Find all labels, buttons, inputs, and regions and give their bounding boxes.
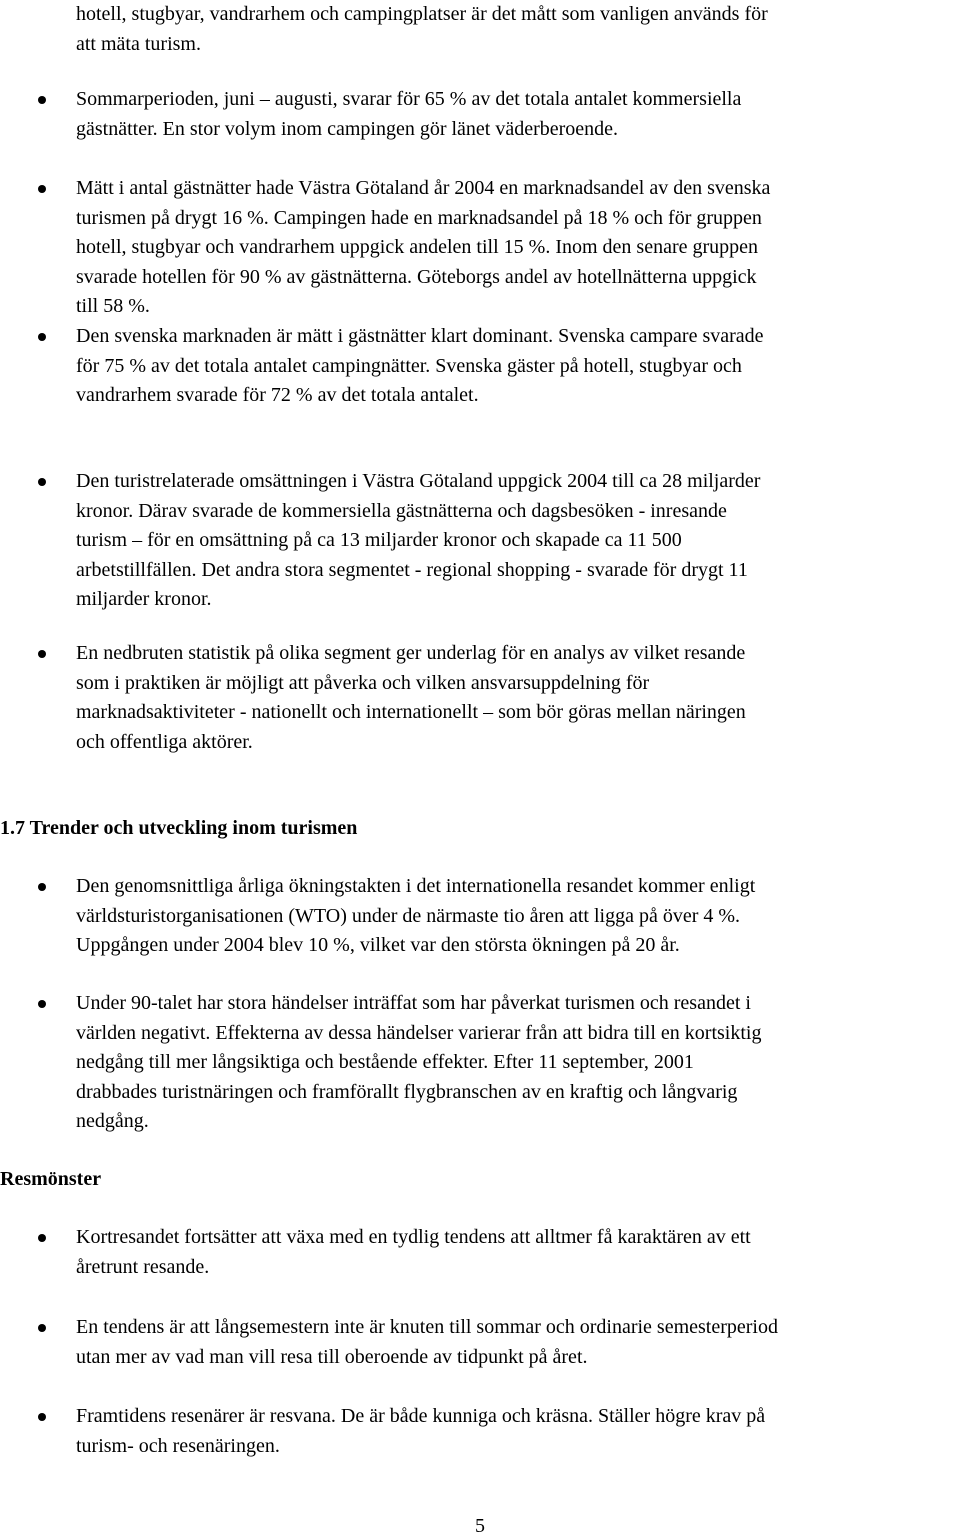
bullet-text xyxy=(76,1313,956,1372)
bullet-text xyxy=(76,639,956,757)
section-heading-trends: 1.7 Trender och utveckling inom turismen xyxy=(0,817,358,839)
bullet-text xyxy=(76,1223,956,1282)
bullet-text xyxy=(76,85,956,144)
text-line: som i praktiken är möjligt att påverka och vilken ansvarsuppdelning för xyxy=(76,671,650,694)
bullet-icon xyxy=(38,478,46,486)
text-line: världen negativt. Effekterna av dessa händelser varierar från att bidra till en kortsiktig xyxy=(76,1021,762,1044)
text-line: för 75 % av det totala antalet campingnätter. Svenska gäster på hotell, stugbyar och xyxy=(76,354,742,377)
text-line: Framtidens resenärer är resvana. De är både kunniga och kräsna. Ställer högre krav på xyxy=(76,1405,766,1427)
continuation-paragraph xyxy=(76,0,956,59)
text-line: och offentliga aktörer. xyxy=(76,730,253,753)
bullet-icon xyxy=(38,333,46,341)
bullet-icon xyxy=(38,883,46,891)
text-line: världsturistorganisationen (WTO) under de närmaste tio åren att ligga på över 4 %. xyxy=(76,904,741,927)
page-number: 5 xyxy=(475,1515,485,1537)
text-line: att mäta turism. xyxy=(76,32,201,55)
text-line: vandrarhem svarade för 72 % av det totala antalet. xyxy=(76,384,479,406)
text-line: nedgång till mer långsiktiga och bestående effekter. Efter 11 september, 2001 xyxy=(76,1051,694,1073)
bullet-icon xyxy=(38,1000,46,1008)
text-line: kronor. Därav svarade de kommersiella gästnätterna och dagsbesöken - inresande xyxy=(76,499,727,522)
text-line: svarade hotellen för 90 % av gästnätterna. Göteborgs andel av hotellnätterna uppgick xyxy=(76,265,757,288)
bullet-icon xyxy=(38,650,46,658)
text-line: gästnätter. En stor volym inom campingen gör länet väderberoende. xyxy=(76,117,619,140)
text-line: hotell, stugbyar, vandrarhem och campingplatser är det mått som vanligen används för xyxy=(76,3,768,25)
text-line: till 58 %. xyxy=(76,295,150,317)
text-line: miljarder kronor. xyxy=(76,588,212,610)
bullet-text xyxy=(76,989,956,1137)
text-line: arbetstillfällen. Det andra stora segmentet - regional shopping - svarade för drygt 11 xyxy=(76,558,748,581)
text-line: turism- och resenäringen. xyxy=(76,1434,280,1457)
bullet-icon xyxy=(38,1234,46,1242)
bullet-icon xyxy=(38,1324,46,1332)
text-line: En nedbruten statistik på olika segment ger underlag för en analys av vilket resande xyxy=(76,642,746,664)
text-line: Den genomsnittliga årliga ökningstakten i det internationella resandet kommer enligt xyxy=(76,875,756,897)
bullet-icon xyxy=(38,96,46,104)
bullet-icon xyxy=(38,1413,46,1421)
text-line: nedgång. xyxy=(76,1110,149,1132)
bullet-text xyxy=(76,322,956,411)
text-line: Den turistrelaterade omsättningen i Västra Götaland uppgick 2004 till ca 28 miljarder xyxy=(76,470,761,492)
text-line: Uppgången under 2004 blev 10 %, vilket var den största ökningen på 20 år. xyxy=(76,934,680,956)
text-line: turismen på drygt 16 %. Campingen hade en marknadsandel på 18 % och för gruppen xyxy=(76,206,762,229)
section-heading-travel-patterns: Resmönster xyxy=(0,1168,102,1190)
text-line: Sommarperioden, juni – augusti, svarar för 65 % av det totala antalet kommersiella xyxy=(76,88,742,110)
text-line: marknadsaktiviteter - nationellt och internationellt – som bör göras mellan näringen xyxy=(76,701,746,723)
bullet-text xyxy=(76,467,956,615)
bullet-icon xyxy=(38,185,46,193)
text-line: drabbades turistnäringen och framförallt flygbranschen av en kraftig och långvarig xyxy=(76,1080,738,1103)
bullet-text xyxy=(76,174,956,322)
text-line: utan mer av vad man vill resa till oberoende av tidpunkt på året. xyxy=(76,1345,588,1368)
text-line: hotell, stugbyar och vandrarhem uppgick andelen till 15 %. Inom den senare gruppen xyxy=(76,236,759,258)
text-line: Den svenska marknaden är mätt i gästnätter klart dominant. Svenska campare svarade xyxy=(76,325,764,347)
bullet-text xyxy=(76,1402,956,1461)
text-line: Kortresandet fortsätter att växa med en tydlig tendens att alltmer få karaktären av ett xyxy=(76,1226,751,1248)
text-line: Under 90-talet har stora händelser inträffat som har påverkat turismen och resandet i xyxy=(76,992,751,1014)
bullet-text xyxy=(76,872,956,961)
text-line: Mätt i antal gästnätter hade Västra Götaland år 2004 en marknadsandel av den svenska xyxy=(76,177,771,199)
text-line: åretrunt resande. xyxy=(76,1255,210,1278)
text-line: turism – för en omsättning på ca 13 miljarder kronor och skapade ca 11 500 xyxy=(76,529,682,551)
text-line: En tendens är att långsemestern inte är knuten till sommar och ordinarie semesterperiod xyxy=(76,1316,778,1338)
